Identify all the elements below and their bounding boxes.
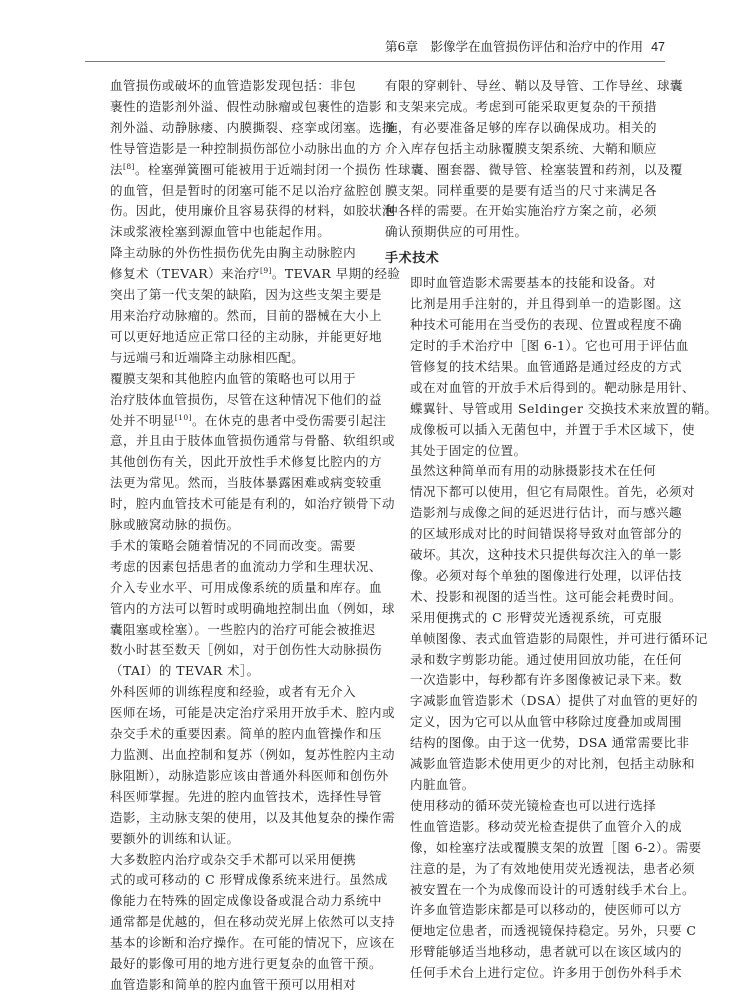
paragraph: 血管造影和简单的腔内血管干预可以用相对 — [110, 976, 357, 992]
running-header — [385, 36, 665, 58]
header-rule — [85, 61, 665, 62]
paragraph: 采用便携式的 C 形臂荧光透视系统，可克服 单帧图像、表式血管造影的局限性，并可进行循环记 录和数字剪影功能。通过使用回放功能，在任何 一次造影中，每秒都有许多图像被记录下来。数 字减影血管造影术（DSA）提供了对血管的更好的 定义，因为它可以从血管中移除过度叠加或周围 结构的图像。由于这一优势，DSA 通常需要比非 减影血管造影术使用更少的对比剂，包括主动脉和 内脏血管。 — [410, 609, 708, 792]
section-heading: 手术技术 — [385, 251, 440, 267]
paragraph: 大多数腔内治疗或杂交手术都可以采用便携 式的或可移动的 C 形臂成像系统来进行。虽然成 像能力在特殊的固定成像设备或混合动力系统中 通常都是优越的，但在移动荧光屏上依然可以支持 基本的诊断和治疗操作。在可能的情况下，应该在 最好的影像可用的地方进行更复杂的血管干预。 — [110, 851, 395, 972]
left-column — [85, 76, 401, 996]
chapter-title: 第6章 影像学在血管损伤评估和治疗中的作用 — [385, 39, 643, 54]
paragraph: 使用移动的循环荧光镜检查也可以进行选择 性血管造影。移动荧光检查提供了血管介入的成 像，如栓塞疗法或覆膜支架的放置［图 6-2）。需要 注意的是，为了有效地使用荧光透视法，患者必须 被安置在一个为成像而设计的可透射线手术台上。 许多血管造影床都是可以移动的，使医师可以方 便地定位患者，而透视镜保持稳定。另外，只要 C 形臂能够适当地移动，患者就可以在该区域内的 任何手术台上进行定位。许多用于创伤外科手术 — [410, 797, 702, 981]
paragraph: 有限的穿刺针、导丝、鞘以及导管、工作导丝、球囊 和支架来完成。考虑到可能采取更复杂的干预措 施，有必要准备足够的库存以确保成功。相关的 介入库存包括主动脉覆膜支架系统、大鞘和顺应 性球囊、圈套器、微导管、栓塞装置和药剂，以及覆 膜支架。同样重要的是要有适当的尺寸来满足各 种各样的需要。在开始实施治疗方案之前，必须 确认预期供应的可用性。 — [385, 78, 683, 240]
citation: [9] — [259, 266, 272, 276]
citation: [10] — [174, 412, 192, 422]
paragraph: 虽然这种简单而有用的动脉摄影技术在任何 情况下都可以使用，但它有局限性。首先，必须对 造影剂与成像之间的延迟进行估计，而与感兴趣 的区域形成对比的时间错误将导致对血管部分的 破坏。其次，这种技术只提供每次注入的单一影 像。必须对每个单独的图像进行处理，以评估技 术、投影和视图的适当性。这可能会耗费时间。 — [410, 463, 695, 604]
paragraph: 即时血管造影术需要基本的技能和设备。对 比剂是用手注射的，并且得到单一的造影图。这 种技术可能用在当受伤的表现、位置或程度不确 定时的手术治疗中［图 6-1）。它也可用于评估血 管修复的技术结果。血管通路是通过经皮的方式 或在对血管的开放手术后得到的。靶动脉是用针、 蝶翼针、导管或用 Seldinger 交换技术来放置的鞘。 成像板可以插入无菌包中，并置于手术区域下，使 其处于固定的位置。 — [410, 275, 718, 458]
right-column — [385, 76, 718, 984]
paragraph: 血管损伤或破坏的血管造影发现包括：非包 裹性的造影剂外溢、假性动脉瘤或包裹性的造影 剂外溢、动静脉瘘、内膜撕裂、痉挛或闭塞。选择 性导管造影是一种控制损伤部位小动脉出血的方 法[8]。栓塞弹簧圈可能被用于近端封闭一个损伤 的血管，但是暂时的闭塞可能不足以治疗盆腔创 伤。因此，使用廉价且容易获得的材料，如胶状泡 沫或浆液栓塞到源血管中也能起作用。 — [110, 78, 395, 240]
page-number: 47 — [651, 40, 665, 54]
paragraph: 手术的策略会随着情况的不同而改变。需要 考虑的因素包括患者的血流动力学和生理状况、 介入专业水平、可用成像系统的质量和库存。血 管内的方法可以暂时或明确地控制出血（例如，球 囊阻塞或栓塞）。一些腔内的治疗可能会被推迟 数小时甚至数天［例如，对于创伤性大动脉损伤 （TAI）的 TEVAR 术］。 — [110, 537, 395, 679]
paragraph: 降主动脉的外伤性损伤优先由胸主动脉腔内 修复术（TEVAR）来治疗[9]。TEVAR 早期的经验 突出了第一代支架的缺陷，因为这些支架主要是 用来治疗动脉瘤的。然而，目前的器械在大小上 可以更好地适应正常口径的主动脉，并能更好地 与远端弓和近端降主动脉相匹配。 — [110, 245, 401, 365]
citation: [8] — [122, 161, 135, 171]
paragraph: 外科医师的训练程度和经验，或者有无介入 医师在场，可能是决定治疗采用开放手术、腔内或 杂交手术的重要因素。简单的腔内血管操作和压 力监测、出血控制和复苏（例如，复苏性腔内主动 脉阻断），动脉造影应该由普通外科医师和创伤外 科医师掌握。先进的腔内血管技术，选择性导管 造影，主动脉支架的使用，以及其他复杂的操作需 要额外的训练和认证。 — [110, 684, 395, 846]
paragraph: 覆膜支架和其他腔内血管的策略也可以用于 治疗肢体血管损伤，尽管在这种情况下他们的益 处并不明显[10]。在休克的患者中受伤需要引起注 意，并且由于肢体血管损伤通常与骨骼、软组织或 其他创伤有关，因此开放性手术修复比腔内的方 法更为常见。然而，当肢体暴露困难或病变较重 时，腔内血管技术可能是有利的，如治疗锁骨下动 脉或腋窝动脉的损伤。 — [110, 370, 395, 533]
